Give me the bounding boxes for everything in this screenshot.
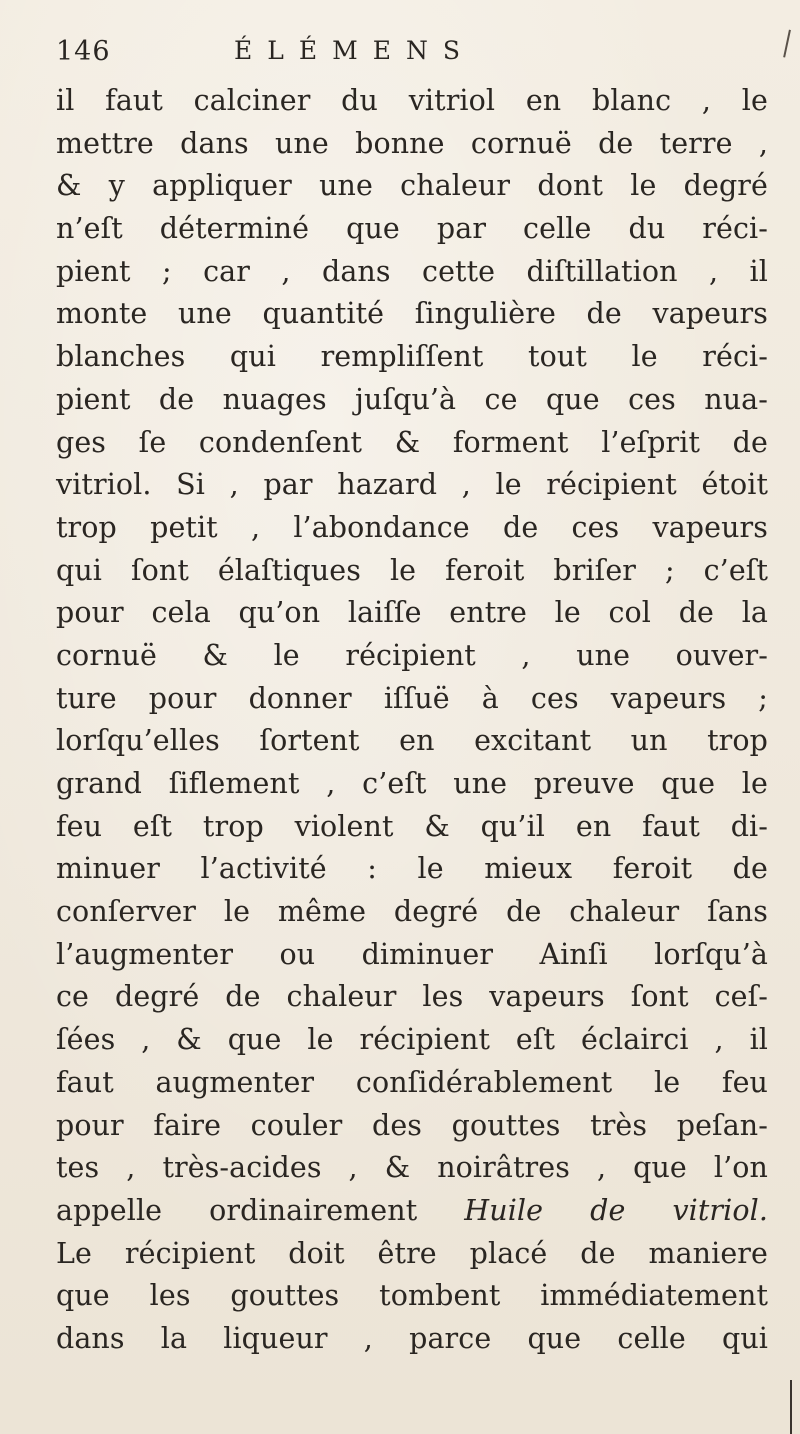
- body-text: [56, 80, 768, 1361]
- text-line: ges ſe condenſent & forment l’eſprit de: [56, 425, 768, 459]
- text-line: que les gouttes tombent immédiatement: [56, 1279, 768, 1313]
- italic-term: Huile de vitriol.: [464, 1193, 768, 1227]
- text-line: ture pour donner iſſuë à ces vapeurs ;: [56, 681, 768, 715]
- text-line: conſerver le même degré de chaleur ſans: [56, 895, 768, 929]
- text-line: monte une quantité ſingulière de vapeurs: [56, 297, 768, 331]
- text-line: Le récipient doit être placé de maniere: [56, 1236, 768, 1270]
- text-line: lorſqu’elles ſortent en excitant un trop: [56, 724, 768, 758]
- page-number: 146: [56, 36, 111, 67]
- text-line: blanches qui rempliſſent tout le réci-: [56, 340, 768, 374]
- line-text-roman: appelle ordinairement: [56, 1193, 465, 1227]
- text-line: n’eſt déterminé que par celle du réci-: [56, 212, 768, 246]
- text-line: faut augmenter conſidérablement le feu: [56, 1065, 768, 1099]
- text-line: ſées , & que le récipient eſt éclairci , il: [56, 1023, 768, 1057]
- page-header: [56, 36, 776, 76]
- text-line: vitriol. Si , par hazard , le récipient étoit: [56, 468, 768, 502]
- text-line: il faut calciner du vitriol en blanc , le: [56, 84, 768, 117]
- text-line: pient de nuages juſqu’à ce que ces nua-: [56, 382, 768, 416]
- page-edge-mark: [783, 30, 795, 59]
- text-line: l’augmenter ou diminuer Ainſi lorſqu’à: [56, 937, 768, 971]
- text-line: ce degré de chaleur les vapeurs ſont ceſ-: [56, 980, 768, 1014]
- text-line-with-italic: [56, 1190, 768, 1233]
- text-line: mettre dans une bonne cornuë de terre ,: [56, 126, 768, 160]
- text-line: pour cela qu’on laiſſe entre le col de la: [56, 596, 768, 630]
- page-edge-mark: [790, 1380, 800, 1434]
- text-line: tes , très-acides , & noirâtres , que l’on: [56, 1151, 768, 1185]
- text-line: trop petit , l’abondance de ces vapeurs: [56, 510, 768, 544]
- text-line: cornuë & le récipient , une ouver-: [56, 638, 768, 672]
- text-line: pour faire couler des gouttes très peſan-: [56, 1108, 768, 1142]
- text-line: & y appliquer une chaleur dont le degré: [56, 169, 768, 203]
- text-line: feu eſt trop violent & qu’il en faut di-: [56, 809, 768, 843]
- text-line: minuer l’activité : le mieux feroit de: [56, 852, 768, 886]
- text-line: grand ſiflement , c’eſt une preuve que le: [56, 767, 768, 800]
- text-line: pient ; car , dans cette diſtillation , il: [56, 254, 768, 288]
- text-line: dans la liqueur , parce que celle qui: [56, 1321, 768, 1355]
- text-line: qui ſont élaſtiques le feroit briſer ; c’eſt: [56, 553, 768, 587]
- running-title: ÉLÉMENS: [234, 36, 475, 65]
